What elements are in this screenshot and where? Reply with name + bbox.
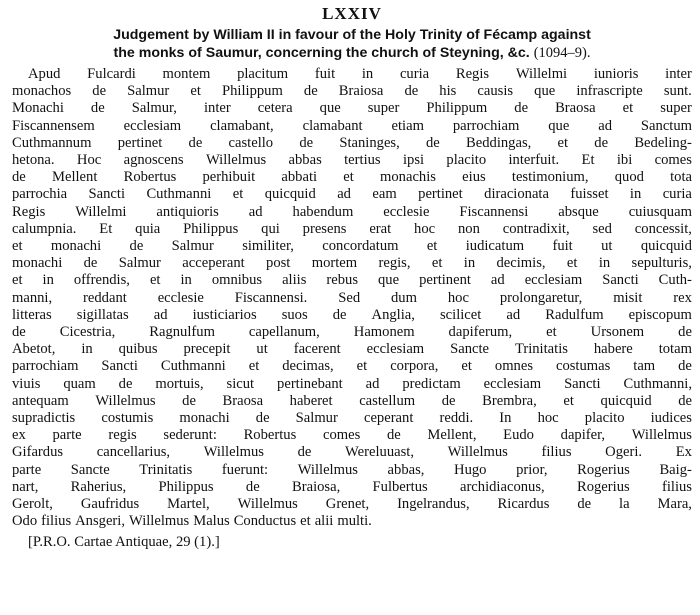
- document-number: LXXIV: [322, 4, 382, 23]
- body-line: hetona. Hoc agnoscens Willelmus abbas tertius ipsi placito interfuit. Et ibi comes: [12, 152, 692, 169]
- document-title: [12, 26, 692, 62]
- body-line: et in offrendis, et in omnibus aliis rebus que pertinent ad ecclesiam Sancti Cuth-: [12, 272, 692, 289]
- source-citation: [P.R.O. Cartae Antiquae, 29 (1).]: [28, 534, 220, 551]
- body-line: viuis quam de mortuis, sicut pertinebant ad predictam ecclesiam Sancti Cuthmanni,: [12, 375, 692, 392]
- body-line: parrochia Sancti Cuthmanni et quicquid ad eam pertinet diracionata fuisset in curia: [12, 186, 692, 203]
- body-line: ex parte regis sederunt: Robertus comes de Mellent, Eudo dapifer, Willelmus: [12, 427, 692, 444]
- body-line: supradictis costumis monachi de Salmur ceperant reddi. In hoc placito iudices: [12, 410, 692, 427]
- body-line: de Mellent Robertus perhibuit abbati et monachis eius testimonium, quod tota: [12, 169, 692, 186]
- body-line: de Cicestria, Ragnulfum capellanum, Hamonem dapiferum, et Ursonem de: [12, 324, 692, 341]
- body-line: calumpnia. Et quia Philippus qui presens erat hoc non contradixit, sed concessit,: [12, 220, 692, 237]
- title-line-1: Judgement by William II in favour of the Holy Trinity of Fécamp against: [113, 27, 591, 43]
- document-date: (1094–9).: [533, 45, 591, 61]
- body-line: Monachi de Salmur, inter cetera que super Philippum de Braosa et super: [12, 100, 692, 117]
- body-line: monachi de Salmur acceperant post mortem regis, et in decimis, et in sepulturis,: [12, 255, 692, 272]
- title-line-2: [12, 44, 692, 62]
- body-line: parrochiam Sancti Cuthmanni et decimas, et corpora, et omnes costumas tam de: [12, 358, 692, 375]
- body-line: Cuthmannum pertinet de castello de Staninges, de Beddingas, et de Bedeling-: [12, 134, 692, 151]
- charter-text: [12, 66, 692, 530]
- body-line: monachos de Salmur et Philippum de Braiosa de his causis que infrascripte sunt.: [12, 83, 692, 100]
- body-line: Apud Fulcardi montem placitum fuit in curia Regis Willelmi iunioris inter: [28, 66, 692, 82]
- body-line: parte Sancte Trinitatis fuerunt: Willelmus abbas, Hugo prior, Rogerius Baig-: [12, 461, 692, 478]
- body-line: manni, reddant ecclesie Fiscannensi. Sed dum hoc prolongaretur, misit rex: [12, 289, 692, 306]
- body-line: antequam Willelmus de Braosa haberet castellum de Brembra, et quicquid de: [12, 392, 692, 409]
- body-line: Gifardus cancellarius, Willelmus de Wereluuast, Willelmus filius Ogeri. Ex: [12, 444, 692, 461]
- body-line: Odo filius Ansgeri, Willelmus Malus Conductus et alii multi.: [12, 513, 372, 530]
- body-line: Fiscannensem ecclesiam clamabant, clamabant etiam parrochiam que ad Sanctum: [12, 117, 692, 134]
- body-line: nart, Raherius, Philippus de Braiosa, Fulbertus archidiaconus, Rogerius filius: [12, 478, 692, 495]
- body-line: Regis Willelmi antiquioris ad habendum ecclesie Fiscannensi absque cuiusquam: [12, 203, 692, 220]
- body-line: Abetot, in quibus precepit ut facerent ecclesiam Sancte Trinitatis habere totam: [12, 341, 692, 358]
- body-line: Gerolt, Gaufridus Martel, Willelmus Grenet, Ingelrandus, Ricardus de la Mara,: [12, 496, 692, 513]
- body-line: et monachi de Salmur similiter, concordatum et iudicatum fuit ut quicquid: [12, 238, 692, 255]
- body-line: litteras sigillatas ad iusticiarios suos de Anglia, scilicet ad Radulfum episcopum: [12, 306, 692, 323]
- title-line-2-text: the monks of Saumur, concerning the church of Steyning, &c.: [113, 45, 530, 61]
